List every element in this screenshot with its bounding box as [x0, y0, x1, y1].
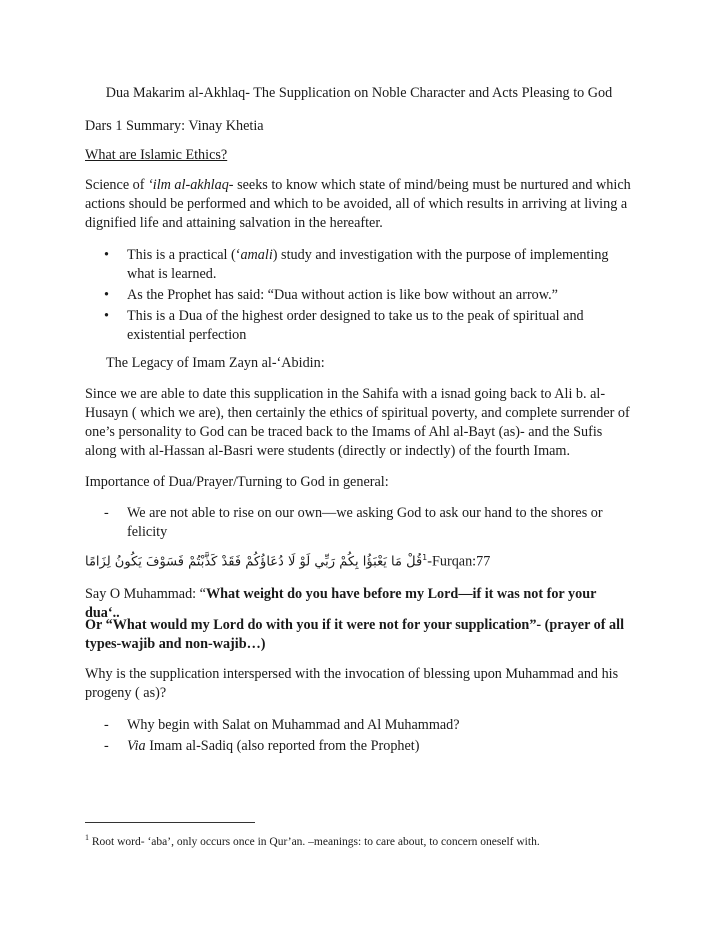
legacy-heading: The Legacy of Imam Zayn al-‘Abidin: — [106, 355, 325, 371]
science-paragraph: Science of ‘ilm al-akhlaq- seeks to know which state of mind/being must be nurtured and which actions should be performed and which to be avoided, all of which results in arriving at living a dignified life and attaining salvation in the hereafter. — [85, 177, 631, 231]
footnote-reference[interactable]: 1 — [422, 553, 428, 562]
arabic-verse: قُلْ مَا يَعْبَؤُا بِكُمْ رَبِّي لَوْ لَا دُعَاؤُكُمْ فَقَدْ كَذَّبْتُمْ فَسَوْفَ يَكُونُ لِزَامًا — [85, 554, 423, 570]
importance-heading: Importance of Dua/Prayer/Turning to God in general: — [85, 474, 389, 490]
say-line: Say O Muhammad: “What weight do you have before my Lord—if it was not for your dua‘.. — [85, 586, 597, 621]
science-term: ‘ilm al-akhlaq- — [148, 177, 234, 193]
list-item: • As the Prophet has said: “Dua without action is like bow without an arrow.” — [104, 287, 558, 303]
list-item: - Why begin with Salat on Muhammad and Al Muhammad? — [104, 717, 460, 733]
list-item: • This is a Dua of the highest order designed to take us to the peak of spiritual and existential perfection — [104, 308, 584, 343]
verse-reference: -Furqan:77 — [427, 553, 491, 570]
dash-list-importance — [85, 504, 615, 544]
footnote: $^1$ Root word- ‘aba’, only occurs once in Qur’an. –meanings: to care about, to concern oneself with. — [85, 833, 540, 848]
footnote-divider — [85, 822, 255, 823]
list-item: - Via Imam al-Sadiq (also reported from the Prophet) — [104, 738, 420, 754]
summary-line: Dars 1 Summary: Vinay Khetia — [85, 118, 264, 134]
why-paragraph: Why is the supplication interspersed with the invocation of blessing upon Muhammad and his progeny ( as)? — [85, 666, 619, 701]
heading-islamic-ethics: What are Islamic Ethics? — [85, 147, 228, 163]
list-item: • This is a practical (‘amali) study and investigation with the purpose of implementing what is learned. — [104, 247, 609, 282]
or-line: Or “What would my Lord do with you if it were not for your supplication”- (prayer of all types-wajib and non-wajib…) — [85, 617, 625, 652]
arabic-verse-line — [85, 553, 645, 570]
legacy-paragraph: Since we are able to date this supplication in the Sahifa with a isnad going back to Ali b. al-Husayn ( which we are), then certainly the ethics of spiritual poverty, and complete surrender of one’s personality to God can be traced back to the Imams of Ahl al-Bayt (as)- and the Sufis along with al-Hassan al-Basri were students (directly or indectly) of the fourth Imam. — [85, 386, 630, 459]
bullet-list — [85, 246, 615, 347]
dash-list-why — [85, 716, 615, 758]
document-title: Dua Makarim al-Akhlaq- The Supplication on Noble Character and Acts Pleasing to God — [105, 85, 613, 101]
list-item: - We are not able to rise on our own—we asking God to ask our hand to the shores or felicity — [104, 505, 603, 540]
